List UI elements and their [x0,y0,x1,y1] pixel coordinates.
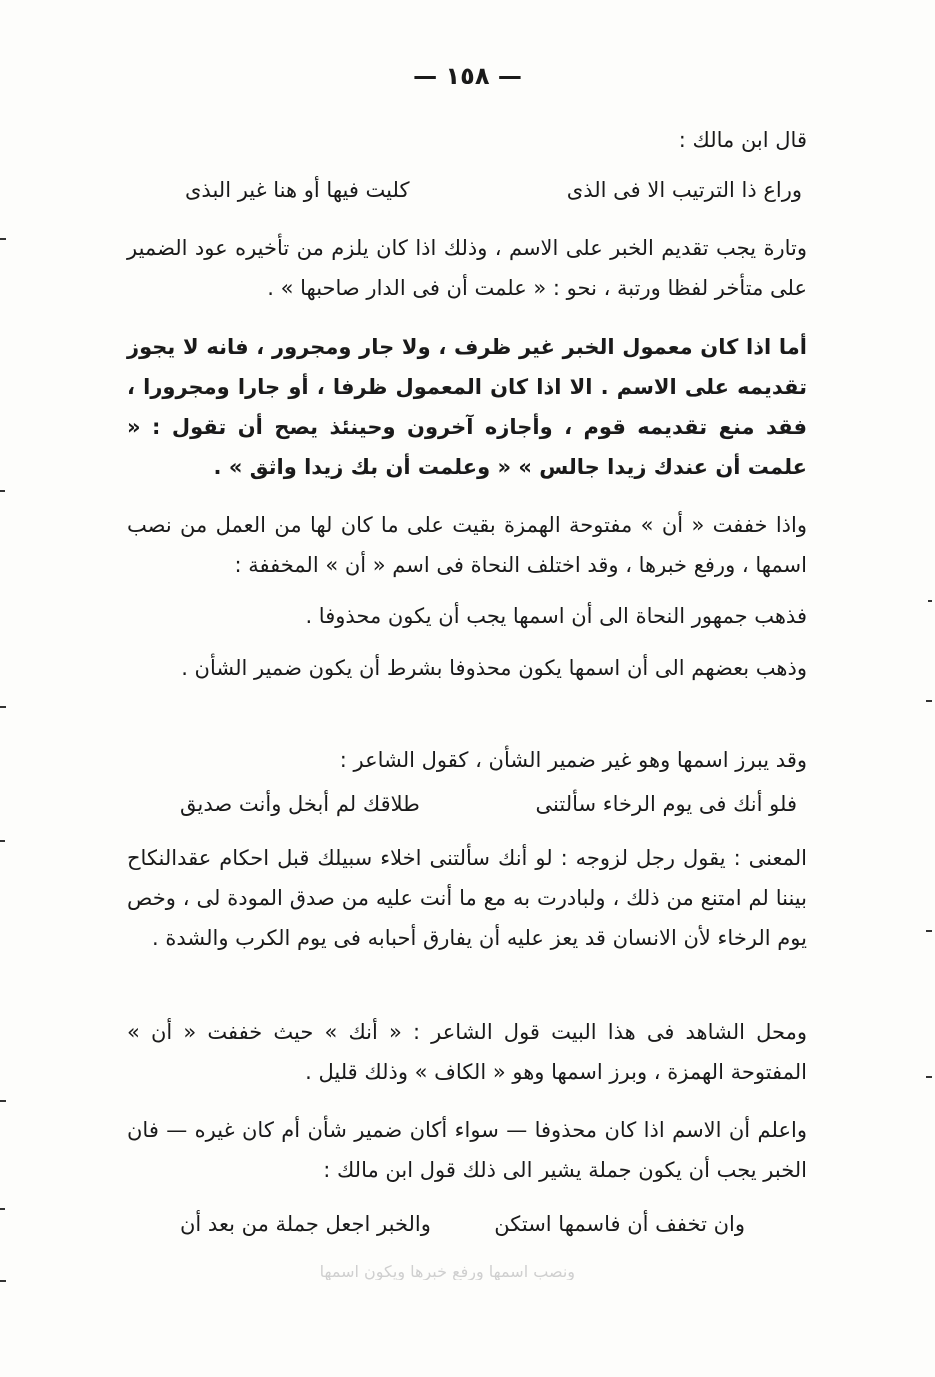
verse-3-second-hemistich: والخبر اجعل جملة من بعد أن [180,1212,431,1236]
margin-mark [926,700,932,702]
margin-mark [926,930,932,932]
bleed-through-text: ونصب اسمها ورفع خبرها ويكون اسمها [319,1262,575,1280]
paragraph-9: واعلم أن الاسم اذا كان محذوفا — سواء أكان ضمير شأن أم كان غيره — فان الخبر يجب أن يكون جملة يشير الى ذلك قول ابن مالك : [127,1118,807,1182]
paragraph-2: أما اذا كان معمول الخبر غير ظرف ، ولا جار ومجرور ، فانه لا يجوز تقديمه على الاسم . الا اذا كان المعمول ظرفا ، أو جارا ومجرورا ، فقد منع تقديمه قوم ، وأجازه آخرون وحينئذ يصح أن تقول : « علمت أن عندك زيدا جالس » « وعلمت أن بك زيدا واثق » . [127,335,807,479]
paragraph-4: فذهب جمهور النحاة الى أن اسمها يجب أن يكون محذوفا . [305,604,807,628]
verse-1-first-hemistich: وراع ذا الترتيب الا فى الذى [566,178,802,202]
paragraph-5: وذهب بعضهم الى أن اسمها يكون محذوفا بشرط أن يكون ضمير الشأن . [181,656,807,680]
verse-1 [0,170,935,210]
margin-mark [928,600,932,602]
margin-mark [0,840,5,842]
margin-mark [0,490,5,492]
paragraph-7: المعنى : يقول رجل لزوجه : لو أنك سألتنى اخلاء سبيلك قبل احكام عقدالنكاح بيننا لم امتنع من ذلك ، ولبادرت به مع ما أنت عليه من صدق المودة لى ، وخص يوم الرخاء لأن الانسان قد يعز عليه أن يفارق أحبابه فى يوم الكرب والشدة . [127,846,807,950]
margin-mark [0,1280,6,1282]
margin-mark [926,1076,932,1078]
verse-2 [0,784,935,824]
poet-intro: قال ابن مالك : [678,128,807,152]
verse-2-second-hemistich: طلاقك لم أبخل وأنت صديق [180,792,420,816]
verse-3 [0,1204,935,1244]
page-number: — ١٥٨ — [413,62,522,90]
margin-mark [0,1208,5,1210]
paragraph-1: وتارة يجب تقديم الخبر على الاسم ، وذلك اذا كان يلزم من تأخيره عود الضمير على متأخر لفظا ورتبة ، نحو : « علمت أن فى الدار صاحبها » . [127,236,807,300]
margin-mark [0,238,6,240]
margin-mark [0,1100,6,1102]
paragraph-3: واذا خففت « أن » مفتوحة الهمزة بقيت على ما كان لها من العمل من نصب اسمها ، ورفع خبرها ، وقد اختلف النحاة فى اسم « أن » المخففة : [127,513,807,577]
verse-1-second-hemistich: كليت فيها أو هنا غير البذى [185,178,410,202]
verse-3-first-hemistich: وان تخفف أن فاسمها استكن [494,1212,745,1236]
margin-mark [0,706,6,708]
paragraph-8: ومحل الشاهد فى هذا البيت قول الشاعر : « أنك » حيث خففت « أن » المفتوحة الهمزة ، وبرز اسمها وهو « الكاف » وذلك قليل . [127,1020,807,1084]
paragraph-6: وقد يبرز اسمها وهو غير ضمير الشأن ، كقول الشاعر : [339,748,807,772]
verse-2-first-hemistich: فلو أنك فى يوم الرخاء سألتنى [535,792,797,816]
